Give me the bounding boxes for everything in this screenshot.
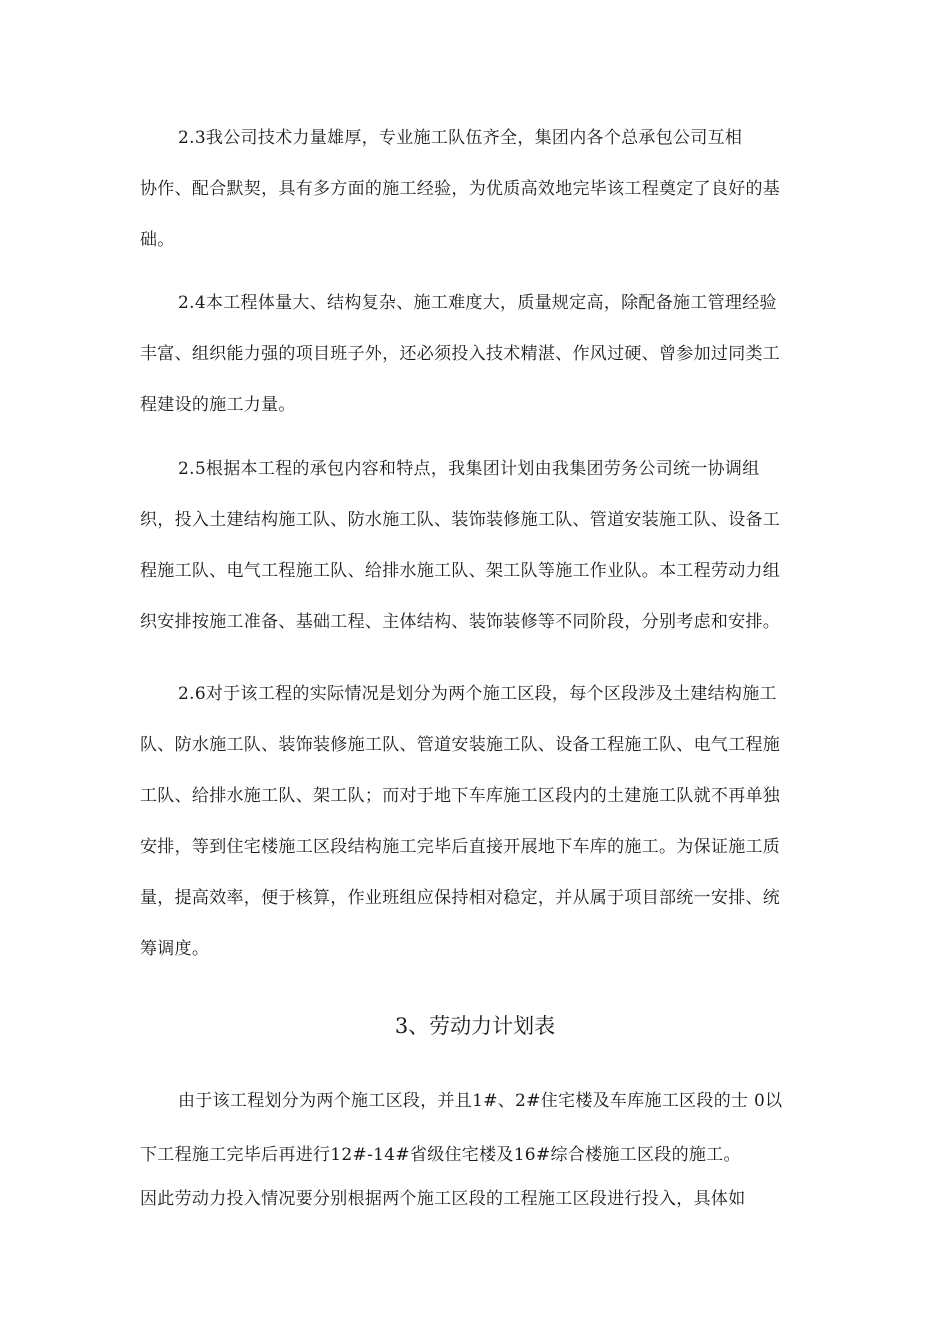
paragraph-2-5-line-4: 织安排按施工准备、基础工程、主体结构、装饰装修等不同阶段，分别考虑和安排。 [140, 612, 781, 632]
paragraph-2-6-line-2: 队、防水施工队、装饰装修施工队、管道安装施工队、设备工程施工队、电气工程施 [140, 735, 781, 755]
paragraph-2-3-line-2: 协作、配合默契，具有多方面的施工经验，为优质高效地完毕该工程奠定了良好的基 [140, 179, 781, 199]
paragraph-3-line-3: 因此劳动力投入情况要分别根据两个施工区段的工程施工区段进行投入，具体如 [140, 1189, 746, 1209]
paragraph-2-4-line-2: 丰富、组织能力强的项目班子外，还必须投入技术精湛、作风过硬、曾参加过同类工 [140, 344, 781, 364]
paragraph-2-3-line-3: 础。 [140, 230, 175, 250]
paragraph-2-5-line-3: 程施工队、电气工程施工队、给排水施工队、架工队等施工作业队。本工程劳动力组 [140, 561, 781, 581]
paragraph-2-6-line-3: 工队、给排水施工队、架工队；而对于地下车库施工区段内的土建施工队就不再单独 [140, 786, 781, 806]
paragraph-2-6-line-5: 量，提高效率，便于核算，作业班组应保持相对稳定，并从属于项目部统一安排、统 [140, 888, 781, 908]
paragraph-2-3-line-1: 2.3我公司技术力量雄厚，专业施工队伍齐全，集团内各个总承包公司互相 [178, 128, 743, 148]
paragraph-3-line-2: 下工程施工完毕后再进行12#-14#省级住宅楼及16#综合楼施工区段的施工。 [140, 1145, 741, 1165]
paragraph-2-6-line-1: 2.6对于该工程的实际情况是划分为两个施工区段，每个区段涉及土建结构施工 [178, 684, 777, 704]
paragraph-2-5-line-2: 织，投入土建结构施工队、防水施工队、装饰装修施工队、管道安装施工队、设备工 [140, 510, 781, 530]
paragraph-3-line-1: 由于该工程划分为两个施工区段，并且1#、2#住宅楼及车库施工区段的士 0以 [178, 1091, 783, 1111]
paragraph-2-6-line-6: 筹调度。 [140, 939, 210, 959]
paragraph-2-4-line-1: 2.4本工程体量大、结构复杂、施工难度大，质量规定高，除配备施工管理经验 [178, 293, 777, 313]
paragraph-2-5-line-1: 2.5根据本工程的承包内容和特点，我集团计划由我集团劳务公司统一协调组 [178, 459, 760, 479]
paragraph-2-6-line-4: 安排，等到住宅楼施工区段结构施工完毕后直接开展地下车库的施工。为保证施工质 [140, 837, 781, 857]
paragraph-2-4-line-3: 程建设的施工力量。 [140, 395, 296, 415]
section-title: 3、劳动力计划表 [394, 1014, 556, 1038]
